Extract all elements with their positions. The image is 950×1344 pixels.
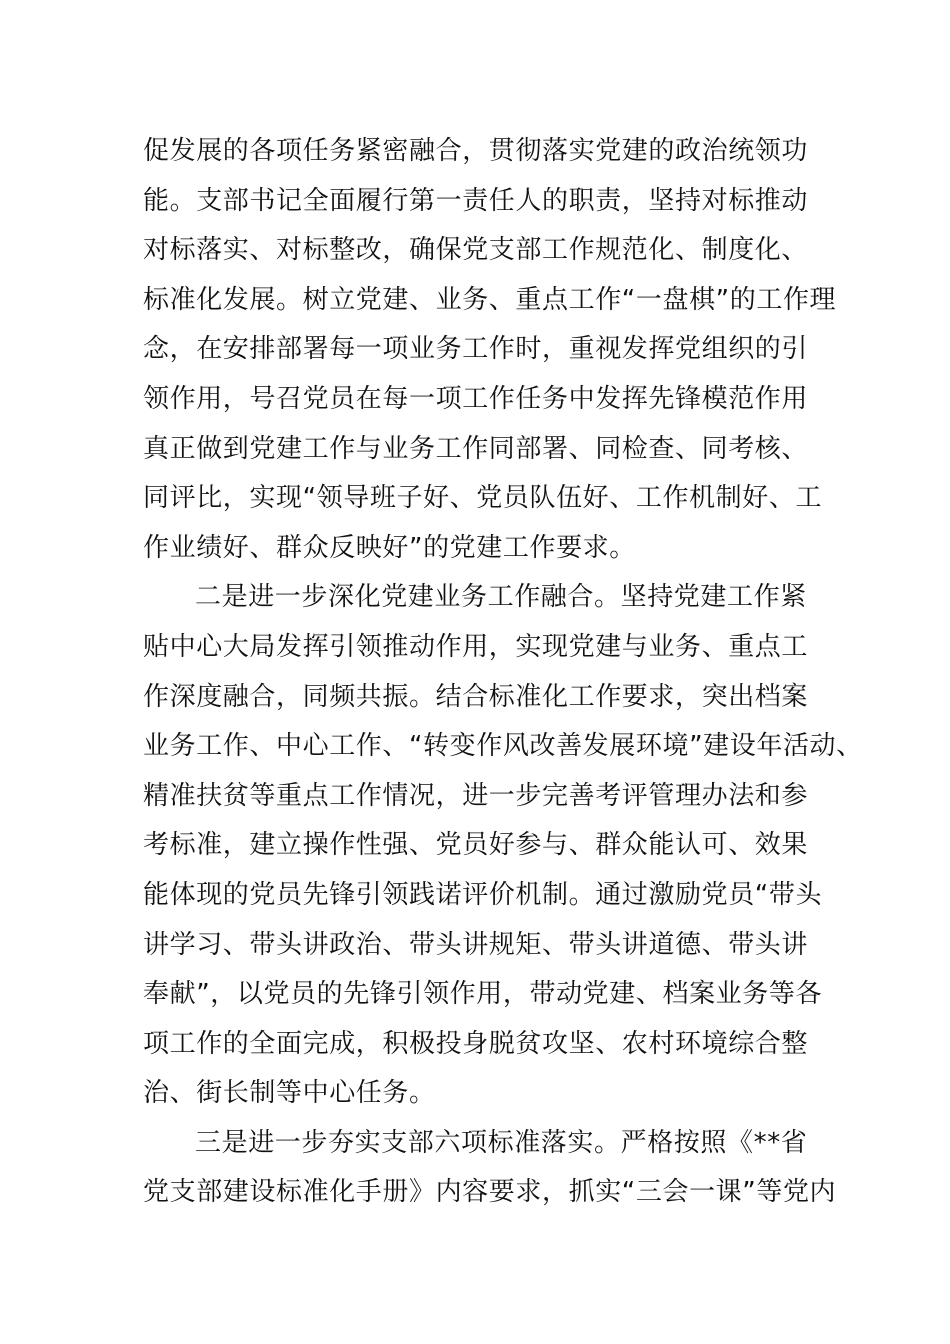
text-line: 同评比，实现“领导班子好、党员队伍好、工作机制好、工 [143, 483, 823, 514]
text-line: 奉献”，以党员的先锋引领作用，带动党建、档案业务等各 [143, 979, 823, 1010]
text-line: 考标准，建立操作性强、党员好参与、群众能认可、效果 [143, 830, 809, 861]
text-line: 项工作的全面完成，积极投身脱贫攻坚、农村环境综合整 [143, 1028, 809, 1059]
body-text [143, 127, 863, 1218]
text-line: 真正做到党建工作与业务工作同部署、同检查、同考核、 [143, 433, 809, 464]
text-line: 党支部建设标准化手册》内容要求，抓实“三会一课”等党内 [143, 1177, 837, 1208]
text-line: 精准扶贫等重点工作情况，进一步完善考评管理办法和参 [143, 780, 809, 811]
text-line: 对标落实、对标整改，确保党支部工作规范化、制度化、 [143, 235, 809, 266]
text-line: 念，在安排部署每一项业务工作时，重视发挥党组织的引 [143, 334, 809, 365]
text-line: 能体现的党员先锋引领践诺评价机制。通过激励党员“带头 [143, 879, 823, 910]
paragraph-start-line: 三是进一步夯实支部六项标准落实。严格按照《**省 [195, 1127, 808, 1158]
text-line: 领作用，号召党员在每一项工作任务中发挥先锋模范作用 [143, 383, 809, 414]
text-line: 促发展的各项任务紧密融合，贯彻落实党建的政治统领功 [143, 136, 809, 166]
text-line: 贴中心大局发挥引领推动作用，实现党建与业务、重点工 [143, 631, 809, 662]
text-line: 能。支部书记全面履行第一责任人的职责，坚持对标推动 [143, 185, 809, 216]
text-line: 作业绩好、群众反映好”的党建工作要求。 [143, 532, 636, 563]
text-line: 作深度融合，同频共振。结合标准化工作要求，突出档案 [143, 681, 809, 712]
paragraph-start-line: 二是进一步深化党建业务工作融合。坚持党建工作紧 [195, 582, 807, 613]
text-line: 讲学习、带头讲政治、带头讲规矩、带头讲道德、带头讲 [143, 929, 809, 960]
text-line: 治、街长制等中心任务。 [143, 1078, 436, 1109]
text-line: 业务工作、中心工作、“转变作风改善发展环境”建设年活动、 [143, 731, 863, 762]
text-line: 标准化发展。树立党建、业务、重点工作“一盘棋”的工作理 [143, 284, 837, 315]
